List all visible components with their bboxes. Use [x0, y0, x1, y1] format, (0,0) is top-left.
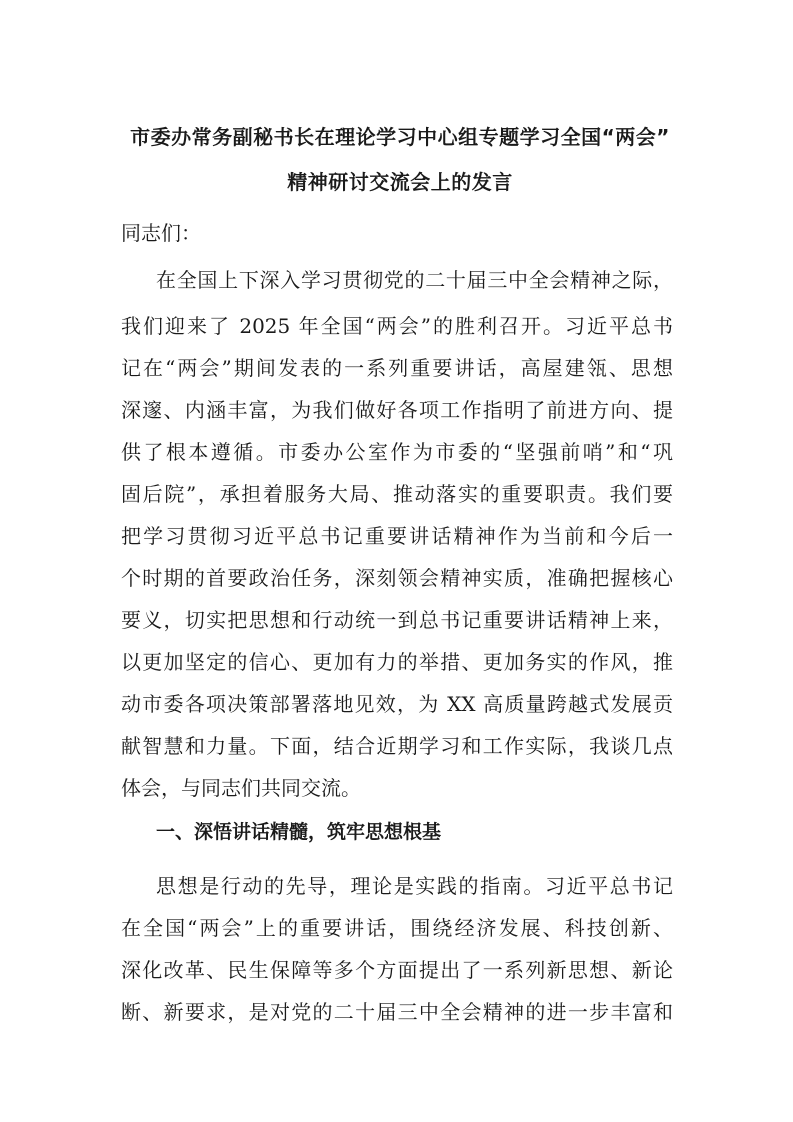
- greeting: 同志们：: [121, 221, 201, 245]
- paragraph-1-line: 深邃、内涵丰富，为我们做好各项工作指明了前进方向、提: [121, 398, 673, 422]
- paragraph-1-line: 献智慧和力量。下面，结合近期学习和工作实际，我谈几点: [121, 734, 673, 758]
- paragraph-1-line: 在全国上下深入学习贯彻党的二十届三中全会精神之际，: [156, 268, 673, 292]
- section-1-heading: 一、深悟讲话精髓，筑牢思想根基: [156, 821, 442, 843]
- paragraph-1-line: 固后院”，承担着服务大局、推动落实的重要职责。我们要: [121, 482, 673, 506]
- paragraph-1-line: 以更加坚定的信心、更加有力的举措、更加务实的作风，推: [121, 650, 673, 674]
- paragraph-1-line: 体会，与同志们共同交流。: [121, 776, 361, 800]
- paragraph-1-line: 我们迎来了 2025 年全国“两会”的胜利召开。习近平总书: [121, 314, 673, 338]
- paragraph-2-line: 深化改革、民生保障等多个方面提出了一系列新思想、新论: [121, 958, 673, 982]
- paragraph-1-line: 个时期的首要政治任务，深刻领会精神实质，准确把握核心: [121, 566, 673, 590]
- document-title-line-1: 市委办常务副秘书长在理论学习中心组专题学习全国“两会”: [130, 125, 670, 149]
- paragraph-2-line: 思想是行动的先导，理论是实践的指南。习近平总书记: [156, 874, 673, 898]
- paragraph-2-line: 断、新要求，是对党的二十届三中全会精神的进一步丰富和: [121, 1000, 673, 1024]
- document-title-line-2: 精神研讨交流会上的发言: [287, 170, 513, 194]
- paragraph-1-line: 记在“两会”期间发表的一系列重要讲话，高屋建瓴、思想: [121, 356, 673, 380]
- paragraph-1-line: 动市委各项决策部署落地见效，为 XX 高质量跨越式发展贡: [121, 692, 673, 716]
- paragraph-2-line: 在全国“两会”上的重要讲话，围绕经济发展、科技创新、: [121, 916, 673, 940]
- paragraph-1-line: 把学习贯彻习近平总书记重要讲话精神作为当前和今后一: [121, 524, 673, 548]
- paragraph-1-line: 要义，切实把思想和行动统一到总书记重要讲话精神上来，: [121, 608, 673, 632]
- paragraph-1-line: 供了根本遵循。市委办公室作为市委的“坚强前哨”和“巩: [121, 440, 673, 464]
